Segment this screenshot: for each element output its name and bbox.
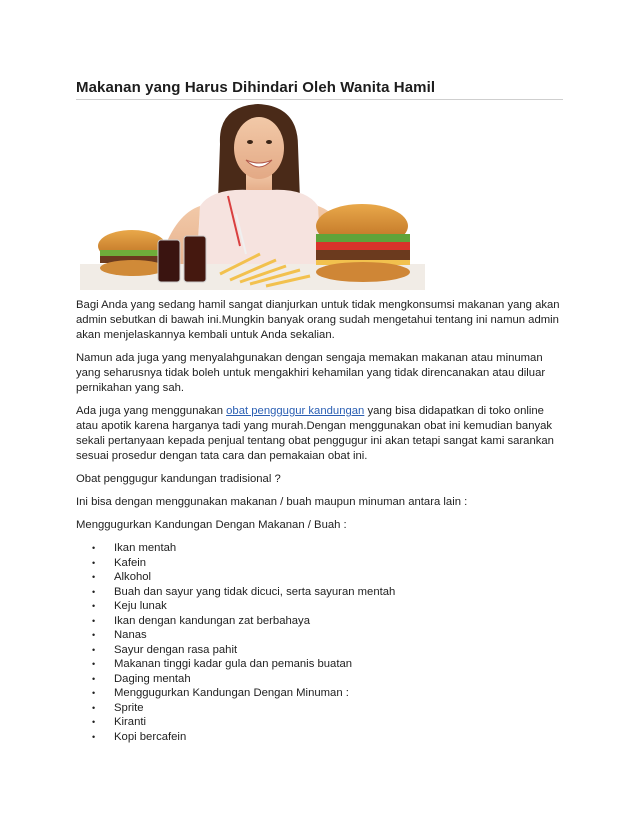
bullet-icon: • <box>92 557 96 568</box>
list-item <box>76 628 566 643</box>
bullet-icon: • <box>92 572 96 582</box>
list-item <box>76 672 566 687</box>
obat-penggugur-link[interactable]: obat penggugur kandungan <box>226 405 365 417</box>
paragraph-obat-end: yang bisa didapatkan di toko online atau apotik karena harganya tadi yang murah.Dengan menggunakan obat ini kemudian banyak sekali pertanyaan kepada penjual tentang obat penggugur ini akan tetapi sangat kami sarankan sesuai prosedur dengan tata cara dan pemakaian obat ini. <box>76 405 554 462</box>
list-item <box>76 541 566 556</box>
list-item-text: Sprite <box>114 701 144 714</box>
list-item <box>76 730 566 745</box>
list-item-text: Daging mentah <box>114 672 191 685</box>
list-item-text: Ikan dengan kandungan zat berbahaya <box>114 614 310 627</box>
list-item-text: Kopi bercafein <box>114 730 187 743</box>
paragraph-intro: Bagi Anda yang sedang hamil sangat dianjurkan untuk tidak mengkonsumsi makanan yang akan admin sebutkan di bawah ini.Mungkin banyak orang sudah mengetahui tentang ini namun admin akan menjelaskannya kembali untuk Anda sekalian. <box>76 299 560 341</box>
list-item <box>76 686 566 701</box>
paragraph-obat-start: Ada juga yang menggunakan <box>76 405 227 417</box>
bullet-icon: • <box>92 731 96 742</box>
paragraph-list-intro: Ini bisa dengan menggunakan makanan / buah maupun minuman antara lain : <box>76 496 468 508</box>
list-item-text: Kiranti <box>114 716 147 728</box>
list-item <box>76 715 566 730</box>
bullet-icon: • <box>92 601 96 611</box>
list-item-text: Keju lunak <box>114 600 167 612</box>
bullet-icon: • <box>92 543 96 553</box>
list-item-text: Makanan tinggi kadar gula dan pemanis buatan <box>114 658 353 670</box>
article-body <box>76 298 566 744</box>
list-item <box>76 570 566 585</box>
bullet-icon: • <box>92 673 96 684</box>
hero-image <box>80 104 425 290</box>
title-divider <box>76 99 563 100</box>
list-item <box>76 585 566 600</box>
paragraph-section-heading: Menggugurkan Kandungan Dengan Makanan / Buah : <box>76 519 347 531</box>
paragraph-obat <box>76 404 566 464</box>
bullet-icon: • <box>92 702 96 713</box>
list-item-text: Kafein <box>114 556 147 569</box>
bullet-icon: • <box>92 659 96 669</box>
list-item-text: Nanas <box>114 629 147 641</box>
list-item <box>76 643 566 658</box>
bullet-icon: • <box>92 717 96 727</box>
bullet-icon: • <box>92 615 96 626</box>
bullet-icon: • <box>92 586 96 597</box>
bullet-icon: • <box>92 630 96 640</box>
page-title: Makanan yang Harus Dihindari Oleh Wanita Hamil <box>76 79 436 96</box>
paragraph-question: Obat penggugur kandungan tradisional ? <box>76 473 281 485</box>
list-item-text: Ikan mentah <box>114 542 177 554</box>
list-item-text: Sayur dengan rasa pahit <box>114 643 238 656</box>
list-item <box>76 657 566 672</box>
list-item-text: Menggugurkan Kandungan Dengan Minuman : <box>114 687 349 699</box>
list-item <box>76 599 566 614</box>
list-item <box>76 556 566 571</box>
bullet-icon: • <box>92 644 96 655</box>
bullet-icon: • <box>92 688 96 698</box>
paragraph-misuse: Namun ada juga yang menyalahgunakan dengan sengaja memakan makanan atau minuman yang seharusnya tidak boleh untuk mengakhiri kehamilan yang tidak direncanakan atau diluar pernikahan yang sah. <box>76 352 546 394</box>
list-item-text: Buah dan sayur yang tidak dicuci, serta sayuran mentah <box>114 585 396 598</box>
list-item-text: Alkohol <box>114 571 152 583</box>
list-item <box>76 701 566 716</box>
food-list <box>76 541 566 744</box>
list-item <box>76 614 566 629</box>
